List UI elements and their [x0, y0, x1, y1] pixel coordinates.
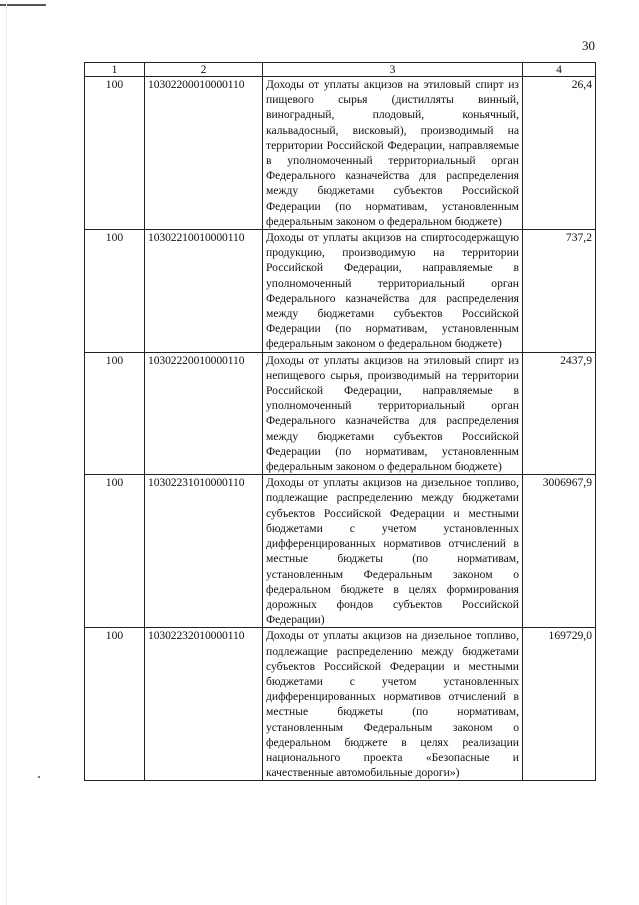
column-header: 1	[85, 63, 145, 77]
table-row	[85, 230, 596, 353]
kbk-code-cell: 10302200010000110	[145, 77, 263, 230]
admin-code-cell: 100	[85, 628, 145, 781]
admin-code-cell: 100	[85, 230, 145, 353]
amount-cell: 169729,0	[523, 628, 596, 781]
scan-speck	[38, 776, 40, 778]
amount-cell: 26,4	[523, 77, 596, 230]
kbk-code-cell: 10302232010000110	[145, 628, 263, 781]
page-number: 30	[582, 38, 595, 53]
table-row	[85, 352, 596, 475]
column-header: 4	[523, 63, 596, 77]
table-row	[85, 628, 596, 781]
amount-cell: 3006967,9	[523, 475, 596, 628]
admin-code-cell: 100	[85, 352, 145, 475]
amount-cell: 737,2	[523, 230, 596, 353]
kbk-code-cell: 10302210010000110	[145, 230, 263, 353]
description-cell: Доходы от уплаты акцизов на этиловый спирт из пищевого сырья (дистилляты винный, виноградный, плодовый, коньячный, кальвадосный, висковый), производимый на территории Российской Федерации, направляемые в уполномоченный территориальный орган Федерального казначейства для распределения между бюджетами субъектов Российской Федерации (по нормативам, установленным федеральным законом о федеральном бюджете)	[263, 77, 523, 230]
admin-code-cell: 100	[85, 475, 145, 628]
kbk-code-cell: 10302220010000110	[145, 352, 263, 475]
column-header: 3	[263, 63, 523, 77]
kbk-code-cell: 10302231010000110	[145, 475, 263, 628]
scan-edge-shadow	[6, 0, 7, 905]
description-cell: Доходы от уплаты акцизов на спиртосодержащую продукцию, производимую на территории Российской Федерации, направляемые в уполномоченный территориальный орган Федерального казначейства для распределения между бюджетами субъектов Российской Федерации (по нормативам, установленным федеральным законом о федеральном бюджете)	[263, 230, 523, 353]
description-cell: Доходы от уплаты акцизов на дизельное топливо, подлежащие распределению между бюджетами субъектов Российской Федерации и местными бюджетами с учетом установленных дифференцированных нормативов отчислений в местные бюджеты (по нормативам, установленным Федеральным законом о федеральном бюджете в целях формирования дорожных фондов субъектов Российской Федерации)	[263, 475, 523, 628]
table-header-row	[85, 63, 596, 77]
amount-cell: 2437,9	[523, 352, 596, 475]
revenue-table	[84, 62, 596, 781]
admin-code-cell: 100	[85, 77, 145, 230]
description-cell: Доходы от уплаты акцизов на этиловый спирт из непищевого сырья, производимый на территории Российской Федерации, направляемые в уполномоченный территориальный орган Федерального казначейства для распределения между бюджетами субъектов Российской Федерации (по нормативам, установленным федеральным законом о федеральном бюджете)	[263, 352, 523, 475]
column-header: 2	[145, 63, 263, 77]
table-row	[85, 77, 596, 230]
table-row	[85, 475, 596, 628]
description-cell: Доходы от уплаты акцизов на дизельное топливо, подлежащие распределению между бюджетами субъектов Российской Федерации и местными бюджетами с учетом установленных дифференцированных нормативов отчислений в местные бюджеты (по нормативам, установленным Федеральным законом о федеральном бюджете в целях реализации национального проекта «Безопасные и качественные автомобильные дороги»)	[263, 628, 523, 781]
